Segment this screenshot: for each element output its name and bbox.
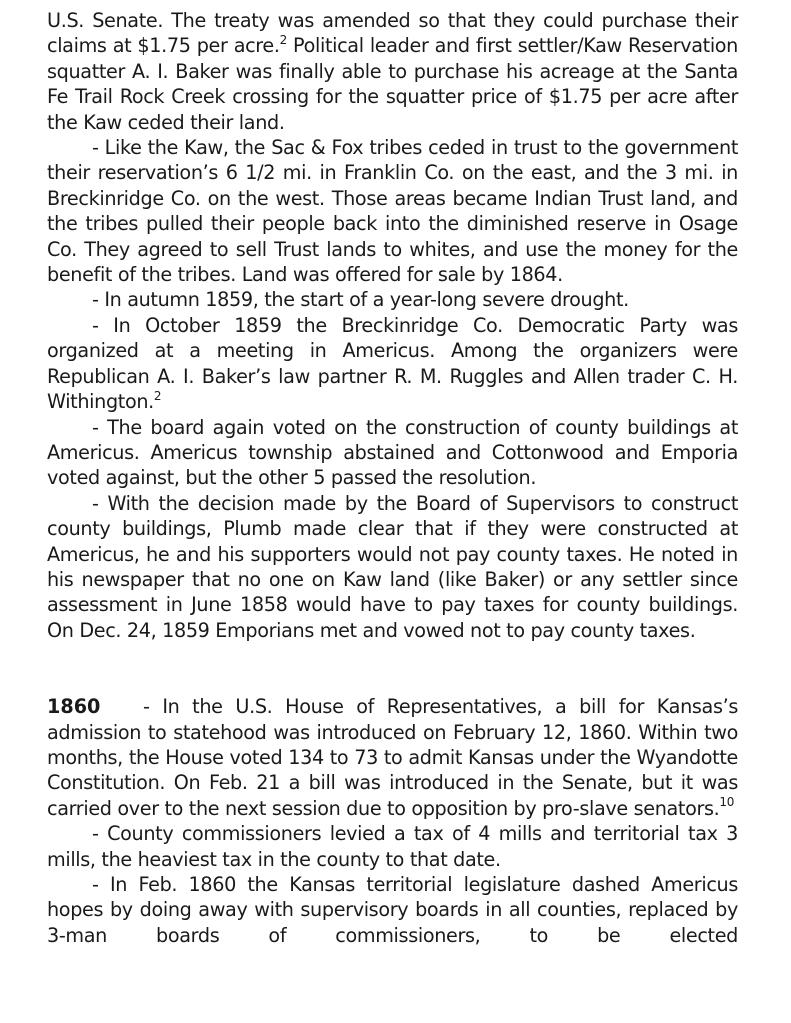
section-spacer — [47, 643, 738, 694]
paragraph-plumb-taxes: - With the decision made by the Board of Supervisors to construct county buildings, Plumb made clear that if they were constructed at Americus, he and his supporters would not pay county taxes. He noted in his newspaper that no one on Kaw land (like Baker) or any settler since assessment in June 1858 would have to pay taxes for county buildings. On Dec. 24, 1859 Emporians met and vowed not to pay county taxes. — [47, 491, 738, 642]
document-page — [47, 8, 738, 948]
footnote-ref: 10 — [719, 795, 734, 810]
paragraph-democratic-party — [47, 313, 738, 415]
paragraph-drought: - In autumn 1859, the start of a year-long severe drought. — [92, 288, 629, 312]
paragraph-text: - In the U.S. House of Representatives, a bill for Kansas’s admission to statehood was introduced on February 12, 1860. Within two months, the House voted 134 to 73 to admit Kansas under the Wyandotte Constitution. On Feb. 21 a bill was introduced in the Senate, but it was carried over to the next session due to opposition by pro-slave senators. — [47, 695, 738, 820]
year-heading: 1860 — [47, 695, 101, 719]
paragraph-treaty-continuation — [47, 8, 738, 135]
paragraph-board-vote: - The board again voted on the construction of county buildings at Americus. Americus township abstained and Cottonwood and Emporia voted against, but the other 5 passed the resolution. — [47, 415, 738, 490]
paragraph-statehood-bill — [47, 694, 738, 821]
paragraph-tax-levy: - County commissioners levied a tax of 4 mills and territorial tax 3 mills, the heaviest tax in the county to that date. — [47, 822, 738, 871]
paragraph-legislature: - In Feb. 1860 the Kansas territorial legislature dashed Americus hopes by doing away with supervisory boards in all counties, replaced by 3-man boards of commissioners, to be elected — [47, 873, 738, 947]
paragraph-text: - In October 1859 the Breckinridge Co. Democratic Party was organized at a meeting in Americus. Among the organizers were Republican A. I. Baker’s law partner R. M. Ruggles and Allen trader C. H. Withington. — [47, 313, 738, 414]
paragraph-sac-fox: - Like the Kaw, the Sac & Fox tribes ceded in trust to the government their reservation’s 6 1/2 mi. in Franklin Co. on the east, and the 3 mi. in Breckinridge Co. on the west. Those areas became Indian Trust land, and the tribes pulled their people back into the diminished reserve in Osage Co. They agreed to sell Trust lands to whites, and use the money for the benefit of the tribes. Land was offered for sale by 1864. — [47, 136, 738, 287]
footnote-ref: 2 — [279, 33, 287, 48]
footnote-ref: 2 — [153, 388, 162, 403]
paragraph-text: U.S. Senate. The treaty was amended so that they could purchase their claims at $1.75 per acre. — [47, 9, 738, 58]
paragraph-text: Political leader and first settler/Kaw Reservation squatter A. I. Baker was finally able to purchase his acreage at the Santa Fe Trail Rock Creek crossing for the squatter price of $1.75 per acre after the Kaw ceded their land. — [47, 34, 738, 134]
